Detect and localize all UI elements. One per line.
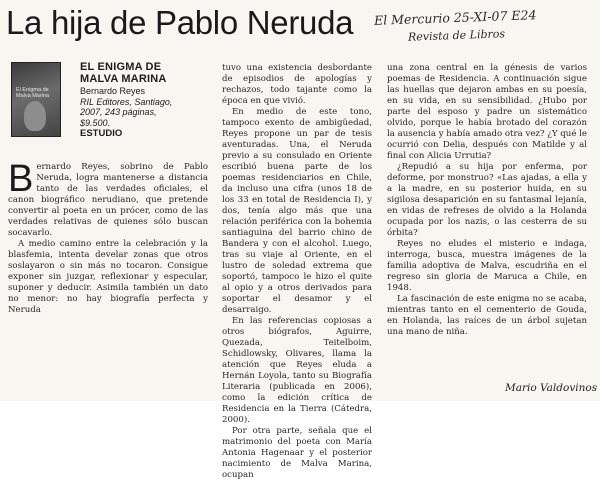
article-column-2 bbox=[222, 63, 372, 481]
book-info bbox=[80, 62, 220, 140]
book-section-label: ESTUDIO bbox=[80, 128, 123, 140]
paragraph: una zona central en la génesis de varios poemas de Residencia. A continuación sigue las huellas que dejaron ambas en su poesía, en su vida, en su sensibilidad. ¿Hubo por parte del esposo y padre un sistemático olvido, porque le había brotado del corazón la ausencia y había amado otra vez? ¿Y qué le ocurrió con Delia, después con Matilde y al final con Alicia Urrutia? bbox=[387, 63, 587, 161]
handwritten-section-note: Revista de Libros bbox=[407, 27, 506, 44]
paragraph: tuvo una existencia desbordante de episodios de apologías y rechazos, todo tajante como la época en que vivió. bbox=[222, 63, 372, 106]
book-publisher: RIL Editores, Santiago, bbox=[80, 96, 173, 107]
book-cover-portrait bbox=[24, 101, 46, 131]
book-pages: 2007, 243 páginas, bbox=[80, 107, 157, 118]
paragraph: En medio de este tono, tampoco exento de ambigüedad, Reyes propone un par de tesis aventuradas. Una, el Neruda previo a su consulado en Oriente escribió buena parte de los poemas residenciarios en Chile, da incluso una cifra (unos 18 de los 33 en total de Residencia I), y dos, tenía algo más que una relación periférica con la bohemia santiaguina del barrio chino de Bandera y con el alcohol. Luego, tras su viaje al Oriente, en el lustro de soledad extrema que soportó, tampoco le hizo el quite al opio y a otros derivados para soportar el desamor y el desarraigo. bbox=[222, 107, 372, 315]
paragraph: Por otra parte, señala que el matrimonio del poeta con María Antonia Hagenaar y el posterior nacimiento de Malva Marina, ocupan bbox=[222, 426, 372, 480]
article-column-3 bbox=[387, 63, 587, 338]
paragraph: ¿Repudió a su hija por enferma, por deforme, por monstruo? «Las ajadas, a ella y a la madre, en su posterior huida, en su sigilosa desaparición en su fantasmal lejanía, en vidas de refreses de olvido a la Holanda ocupada por los nazis, o las cesterra de su órbita? bbox=[387, 162, 587, 238]
paragraph: En las referencias copiosas a otros biógrafos, Aguirre, Quezada, Teitelboim, Schidlowsky, Olivares, llama la atención que Reyes eluda a Hernán Loyola, tanto su Biografía Literaria (publicada en 2006), como la edición crítica de Residencia en la Tierra (Cátedra, 2000). bbox=[222, 316, 372, 425]
handwritten-source-note: El Mercurio 25-XI-07 E24 bbox=[373, 7, 537, 28]
headline: La hija de Pablo Neruda bbox=[6, 4, 354, 41]
paragraph: A medio camino entre la celebración y la blasfemia, intenta develar zonas que otros soslayaron o sin más no tocaron. Consigue exponer sin juzgar, reflexionar y especular, suponer y deducir. Asimila también un dato no menor: no hay biografía perfecta y Neruda bbox=[8, 239, 208, 315]
book-title-line2: MALVA MARINA bbox=[80, 72, 167, 85]
paragraph: Reyes no eludes el misterio e indaga, interroga, busca, muestra imágenes de la familia adoptiva de Malva, escudriña en el regreso sin gloria de Maruca a Chile, en 1948. bbox=[387, 239, 587, 293]
book-cover-title: El Enigma de Malva Marina bbox=[16, 87, 50, 99]
drop-cap: B bbox=[8, 158, 34, 200]
paragraph-text: ernardo Reyes, sobrino de Pablo Neruda, logra mantenerse a distancia tanto de las verdades oficiales, el canon biográfico nerudiano, que pretende convertir al poeta en un prócer, como de las verdades relativas de quienes sólo buscan socavarlo. bbox=[8, 162, 208, 238]
paragraph: La fascinación de este enigma no se acaba, mientras tanto en el cementerio de Gouda, en Holanda, las raíces de un árbol sujetan una mano de niña. bbox=[387, 294, 587, 337]
book-cover-image bbox=[11, 62, 61, 137]
book-title-line1: EL ENIGMA DE bbox=[80, 61, 162, 73]
article-column-1 bbox=[8, 158, 208, 316]
author-signature: Mario Valdovinos bbox=[505, 382, 598, 394]
book-author: Bernardo Reyes bbox=[80, 86, 146, 96]
book-price: $9.500. bbox=[80, 117, 111, 128]
paragraph bbox=[8, 158, 208, 239]
